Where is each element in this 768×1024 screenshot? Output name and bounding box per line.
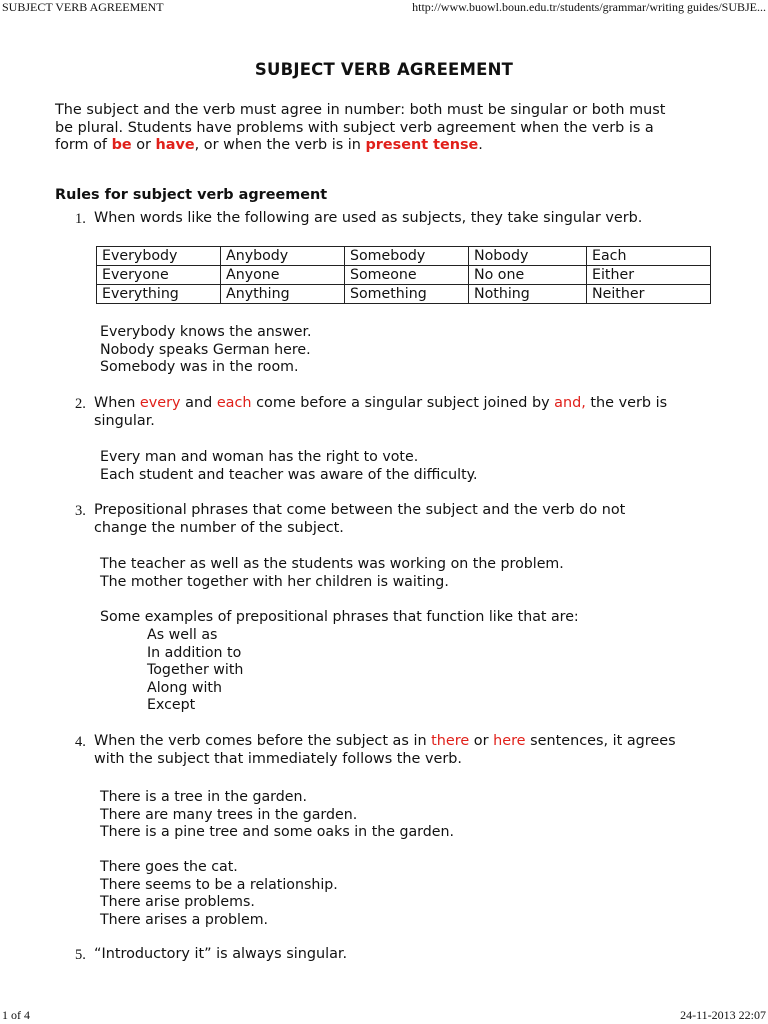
table-cell: Anything (221, 285, 345, 304)
list-item: Along with (147, 679, 222, 696)
intro-line (55, 137, 665, 155)
rule-number: 3. (75, 503, 86, 519)
rule3-line: change the number of the subject. (94, 519, 344, 536)
rule-text: sentences, it agrees (525, 733, 676, 749)
example-sentence: Every man and woman has the right to vote. (100, 449, 419, 465)
table-cell: Somebody (345, 247, 469, 266)
rule5-text: “Introductory it” is always singular. (94, 946, 348, 962)
rule2-examples (100, 449, 478, 484)
rule1-text: When words like the following are used as subjects, they take singular verb. (94, 210, 643, 226)
keyword-here: here (493, 733, 526, 749)
rule-number: 4. (75, 734, 86, 750)
keyword-present-tense: present tense (365, 137, 479, 154)
keyword-every: every (139, 395, 181, 411)
rule-number: 2. (75, 396, 86, 412)
table-row (97, 285, 711, 304)
rule4-line: with the subject that immediately follows the verb. (94, 750, 462, 767)
print-footer-page: 1 of 4 (2, 1008, 30, 1022)
example-sentence: There goes the cat. (100, 859, 238, 875)
rule-text: the verb is (585, 395, 668, 411)
intro-text: . (478, 137, 483, 154)
table-row (97, 247, 711, 266)
list-item: Together with (147, 662, 244, 679)
keyword-have: have (155, 137, 195, 154)
table-cell: Each (587, 247, 711, 266)
intro-text: form of (55, 137, 112, 154)
table-cell: Anyone (221, 266, 345, 285)
list-item: In addition to (147, 644, 242, 661)
rule2-text (94, 395, 667, 430)
rule4-examples-1 (100, 789, 454, 842)
rule1-examples (100, 324, 312, 377)
table-cell: Either (587, 266, 711, 285)
rule-number: 1. (75, 211, 86, 227)
rule-text: When the verb comes before the subject as in (94, 733, 432, 749)
keyword-each: each (216, 395, 252, 411)
intro-text: or (131, 137, 156, 154)
table-cell: No one (469, 266, 587, 285)
example-sentence: The mother together with her children is waiting. (100, 573, 449, 590)
rule-text: come before a singular subject joined by (251, 395, 555, 411)
page-title: SUBJECT VERB AGREEMENT (254, 60, 514, 79)
rule4-examples-2 (100, 859, 338, 929)
example-sentence: There arises a problem. (100, 911, 269, 928)
rules-heading: Rules for subject verb agreement (55, 187, 328, 203)
example-sentence: There seems to be a relationship. (100, 876, 338, 893)
prepositional-intro: Some examples of prepositional phrases that function like that are: (100, 609, 579, 625)
intro-text: , or when the verb is in (194, 137, 366, 154)
keyword-be: be (111, 137, 132, 154)
table-cell: Nobody (469, 247, 587, 266)
table-row (97, 266, 711, 285)
print-footer-date: 24-11-2013 22:07 (680, 1008, 766, 1022)
rule3-examples (100, 556, 564, 591)
example-sentence: There arise problems. (100, 894, 255, 911)
table-cell: Anybody (221, 247, 345, 266)
list-item: Except (147, 697, 196, 714)
example-sentence: Everybody knows the answer. (100, 324, 312, 340)
table-cell: Everybody (97, 247, 221, 266)
example-sentence: The teacher as well as the students was working on the problem. (100, 556, 564, 572)
example-sentence: Nobody speaks German here. (100, 341, 311, 358)
rule2-line (94, 395, 667, 413)
example-sentence: There is a pine tree and some oaks in the garden. (100, 824, 455, 841)
table-cell: Everyone (97, 266, 221, 285)
example-sentence: There are many trees in the garden. (100, 806, 358, 823)
intro-line: The subject and the verb must agree in number: both must be singular or both must (55, 102, 666, 118)
table-cell: Someone (345, 266, 469, 285)
intro-line: be plural. Students have problems with subject verb agreement when the verb is a (55, 119, 654, 136)
example-sentence: There is a tree in the garden. (100, 789, 307, 805)
print-header-url: http://www.buowl.boun.edu.tr/students/grammar/writing guides/SUBJE... (412, 0, 766, 14)
rule2-line: singular. (94, 412, 155, 429)
example-sentence: Each student and teacher was aware of the difficulty. (100, 466, 478, 483)
example-sentence: Somebody was in the room. (100, 359, 299, 376)
rule-text: and (180, 395, 217, 411)
rule-number: 5. (75, 947, 86, 963)
keyword-and: and, (554, 395, 586, 411)
table-cell: Something (345, 285, 469, 304)
table-cell: Neither (587, 285, 711, 304)
rule-text: or (469, 733, 494, 749)
rule-text: When (94, 395, 140, 411)
rule4-line (94, 733, 676, 751)
rule4-text (94, 733, 676, 768)
rule3-line: Prepositional phrases that come between the subject and the verb do not (94, 502, 626, 518)
prepositional-phrase-list (147, 627, 243, 715)
rule3-text (94, 502, 625, 537)
list-item: As well as (147, 627, 218, 643)
print-header-title: SUBJECT VERB AGREEMENT (2, 0, 164, 14)
table-cell: Everything (97, 285, 221, 304)
table-cell: Nothing (469, 285, 587, 304)
indefinite-pronoun-table (96, 246, 711, 304)
intro-paragraph (55, 102, 665, 155)
keyword-there: there (431, 733, 470, 749)
